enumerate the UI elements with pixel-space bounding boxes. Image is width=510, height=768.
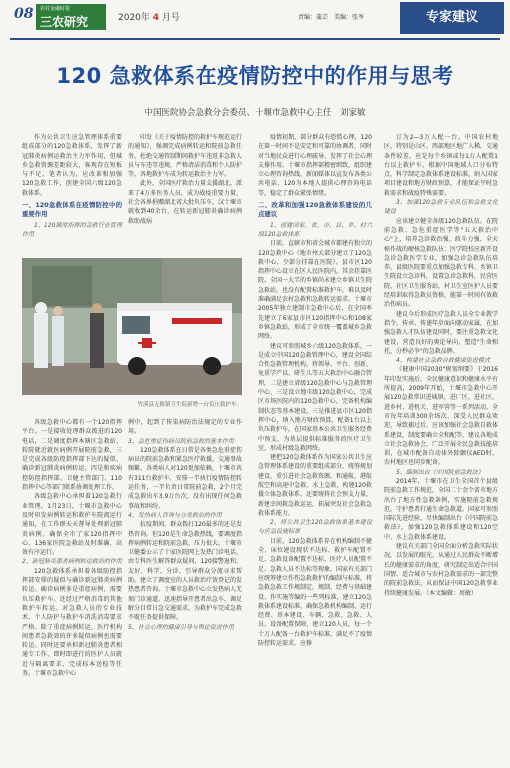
paragraph: 建议可参照城乡六级120急救体系，一是成立中国120急救管理中心，建设全国综合性急救管理机构，将领导、平台、创新、免重学产以、研生儿等五大救治中心融合管理，二是建立省级120急救中心与急救管理中心，三是设立地市级120急救中心，完成区市场医院内的120急救中心，完备机构编制状态等基本建设，三是推进县市区120指挥中心，纳入地方财政预算，配备1台以上负压救护车，在国家基本公共卫生服务经费中预支，为基层提供标准服务的医疗卫生室，形成村级急救网络。 [258,342,373,452]
paragraph: 120急救体系在日常是各类急危重症伤病员的院前急救和紧急医疗救援。交通事故频繁，各类病人对120更加依赖，十堰市共有311台救护车，安排一半执行疫情防控转运任务，一半负责日常院前急救，2个月完成急救出车3.9万台次，没有出现任何急救事故和纠纷。 [128,446,243,510]
subheading: 3、加强120急救专业队伍和急救文化建设 [384,199,498,216]
paragraph: 疫情初期，部分群众有恐慌心理，120在第一时间不是安定和可靠的协调者，同时对当地民众进行心理疏导。发挥了社会心理支撑作用。十堰市指挥部精密细致，组织建立心理咨询热线，新闻媒体以宣发布各类公共电话、120为本地人提供心理咨询电话等，稳定了群众紧张情绪。 [258,134,373,197]
paragraph: 此外，全国医疗救治力量支援湖北，派来了4万多医务人员，成为战疫重要力量，社会各界捐赠湖北省大批负压车，汉十堰市就收到40余台，在转运新冠肺炎确诊病例救助战病 [128,180,243,225]
subheading: 4、构建社会急救自救健康促进模式 [396,357,490,365]
paragraph: 建把120急救体系作为国家公共卫生应急管理体系建设的重要组成部分，统筹规划建设，重引进社会急救资源，和通航、港航航空和高速中急救、水上急救，构建120救援立体急救体系。还要统将社会预支力量，新建幸间救急救运运，拓展突发社会急救急救体系能力。 [258,454,373,517]
paragraph: 建议有关部门全国全面分析急救实际状况，以发展的眼光，从通过人民群众不断增长的健康需求的角度，研究制定出适合中国国情、适合城市与农村急救需求的一部完整的院前急救法，从而保证中国120急救事业持续健康发展。（本文编辑：周敏） [384,543,499,597]
page-header [0,0,510,38]
subheading: 2、将公共卫生120急救体系基本建设与应急设施标准 [258,519,372,536]
subheading: 3、急危重症伤病员院前急救的基本作用 [128,437,234,445]
issue-date [118,10,180,23]
page-number: 08 [14,6,34,22]
column-2-lower [128,418,242,632]
paragraph: 作为公共卫生应急管理体系重要组成部分的120急救体系，发挥了新冠肺炎病例运救治主力军作用，但城乡急救资源差距较大，客观存在短板与不足。笔者认为，应改革和加强120急救工作，创建全国六级120急救体系。 [22,134,122,197]
paragraph: 2014年，十堰市在卫生全国首个县级院前急救工作规范，全国二十余个省市地方出台了地方性急救条例，实施院前急救规范。守护患者打通生命急救道。国家可参照国际先进经验，尽快编制出台《中国院前急救法》，加强120急救体系建设和120空中、水上急救体系建设。 [384,477,499,541]
subheading: 5、社会心理的健康引导与舆论促进作用 [128,623,234,631]
column-3 [258,133,372,648]
column-4 [384,133,498,598]
section-heading: 二、改革和加强120急救体系建设的几点建议 [258,201,372,219]
rubric-label: 专家建议 [400,2,504,34]
column-2 [128,133,242,226]
section-heading: 一、120急救体系在疫情防控中的重要作用 [22,201,122,219]
paragraph: 订为2—3万人配一台。中国农村地区、特别是山区、西部地区地广人稀，交通条件较差，应是每个乡镇或每1万人配置1台以上救护车，根据中国地域人口分布特点，科学制定急救体系建设标准，纳入国家项目建设和地方财政预算，才能保证平时急救需求和战疫特殊需要。 [384,134,499,197]
paragraph: 各级急救中心都有一个120指挥平台。一是接收处理群众拨进的120电话，二是调度指挥本辖区急救站、转院就近就医病例开展院前急救，三是完成各级防控指挥部下达的疑似、确诊新冠肺炎病例转运，四是和疾病控防控指挥部、卫健主管部门、110指挥中心等部门联系协调处理工作。 [22,419,122,492]
photo-caption: 竹溪县无陈镇卫生院新增一台负压救护车。 [137,402,242,408]
paragraph: 目前，120急救体系存在机构编制不健全、床位建设现状不达标、救护车配置不足、急救设备配置不达标、医疗人员配置不足、急救人员不达标等现象。国家有关部门应统筹建立作伤急救救护的编制与标准，将急救急救工作规制定，规制、经费与基础建设、作实施等编的一些列标准，建立120急救体系建设标准，确保急救机构编制、运行经费、基本建设、车辆、急救、急救、人员、设备配置保障，建立120人员，每一个十万人配备一台救护车标准，满足不了疫情防控转运需求，应修 [258,537,373,648]
ambulance-illustration [22,258,242,395]
editors-credit: 责编：蒲芸 美编：张岑 [298,14,365,21]
paragraph: 建议今后形成医疗急救人员全专业教学指令，传承、传递年岁面向躯动家属，在加强急救人才队伍建设同时，要注重急救文化建设，营造良好的奥论导向，塑造"生命相托，分秒必争"的急救品牌。 [384,310,499,355]
issue-number: 4 [152,13,160,23]
paragraph: 应该建立健全各级120急救队伍。在院前急救、急危重症医学等"五大救治中心"上，培养急诊救治强、政斗力强、全天候作战的硬核急救队伍：医学院校应新开设急诊急救医学专业，加强急诊急救队伍培养，县级医院要重点加强急救专科、乡镇卫生院设立急诊科，设置急诊急救科，民营医院、社区卫生服务站，村卫生室医护人员要经培训取得急救员资格，能第一时间有效救治伤病员。 [384,217,499,309]
newspaper-name: 农村金融时报 [40,6,71,12]
column-1 [22,133,122,239]
paragraph: 目前，直辖市和省会城市都建有独立的120急救中心（地市州大部分建立了120急救中心，少部分挂靠在医院）。县市区120指挥中心设立在区人民医院内，其余挂靠医院。全国一大半的乡镇尚未建立乡镇卫生院急救站，也没有配置标准救护车，难以及时准确满足农村急救和急救转运需求。十堰市2005年独立建制市急救中心后，在全国率先建立了6家县市区120指挥中心和108家乡镇急救站，形成了全市统一覆盖城乡急救网络。 [258,240,373,341]
column-1-lower [22,418,122,678]
paragraph: 各级急救中心承担着120急救行业管理。1月23日，十堰市急救中心及时印发病例转运和救护车院流运行通知，在工作群天天督导处理新冠肺炎病例。确保全市了家120指挥中心、136家医院急救站及时准确、高效有序运行。 [22,493,122,557]
issue-year: 2020年 [118,13,150,23]
subheading: 1、120调度指挥的急救行业管理作用 [22,221,122,238]
paragraph: 印发《关于疫情防控的救护车规范运行的通知》，强调完成病例转运和院前急救任务，杜绝交通管制期间救护车违返非急救人员与车违等违规，严格清洁消毒和个人防护等。各地救护车成为转运救治主力军。 [128,134,243,179]
section-name: 三农研究 [40,15,89,29]
paragraph: 《健康中国2030"规划纲要》于2016年印发实施后，全民健康意识和健康水平有所提高，2009年开始，十堰市急救中心开展120急救常识进城镇、进厂区、进社区、进乡村、进机关、进军营等一系列活动，全市每年培训300余场次，深受人民群众欢迎，导致捕过后，应该加强社会急救自救体系建设，制度要确立全和配等，建议各地成立社会急救协会，广泛开展全民急救技能培训，在城市配备自动体外除颤仪AED时，农村地区也同步配备。 [384,366,499,467]
article-byline: 中国医院协会急救分会委员、十堰市急救中心主任 刘家敏 [144,108,366,118]
paragraph: 120急救体系承担着各级防控指挥部安排的疑似与确诊新冠肺炎病例转运。确诊病例多是重症病例，需要负压救护车。还经过严格消毒的其他救护车转运。对急救人员的专业技术、个人防护与救护车消洗消毒要求严格。除了重症病例转运，医疗机构间患者急救效的许多疑似病例也需要转运。同时还要承担新冠肺炎患者相通专工作、即时即进行的医护人员就近与隔离要求，完成标本送检等任务。十堰市急救中心 [22,567,122,678]
subheading: 2、新冠肺炎患者病例转运救治的作用 [22,558,122,566]
paragraph: 抗疫期间，群众拨打120最多的还是发热咨询。但120是生命急救热线，要调度指挥病例转运和院前急救，压力很大。十堰市卫健委公示了十家医院网上发热门诊电话，由专科医生解答群众疑问，120接警退和、友好、科学、分诊，引导群众分流寻求帮助。建立了调度室的人员救治疗效登记的发热患者咨询。十堰市急救中心立发热病人无须门诊通道，迅速指导开患者出急车，调足解分目常日急交通需求，为救护车完成急救不耽任务提供保障。 [128,521,243,622]
subheading: 5、编制出台《中国院前急救法》 [396,468,484,476]
header-rule [10,38,500,40]
subheading: 4、发热病人咨询与分类救治的作用 [128,511,222,519]
issue-month: 月号 [161,13,180,23]
article-title: 120 急救体系在疫情防控中的作用与思考 [56,64,454,88]
subheading: 1、创建国家、省、市、县、乡、村六级120急救体系 [258,221,372,238]
ambulance-photo [22,258,242,395]
paragraph: 例中，起到了传染病防治法规定的专业作用。 [128,419,242,436]
